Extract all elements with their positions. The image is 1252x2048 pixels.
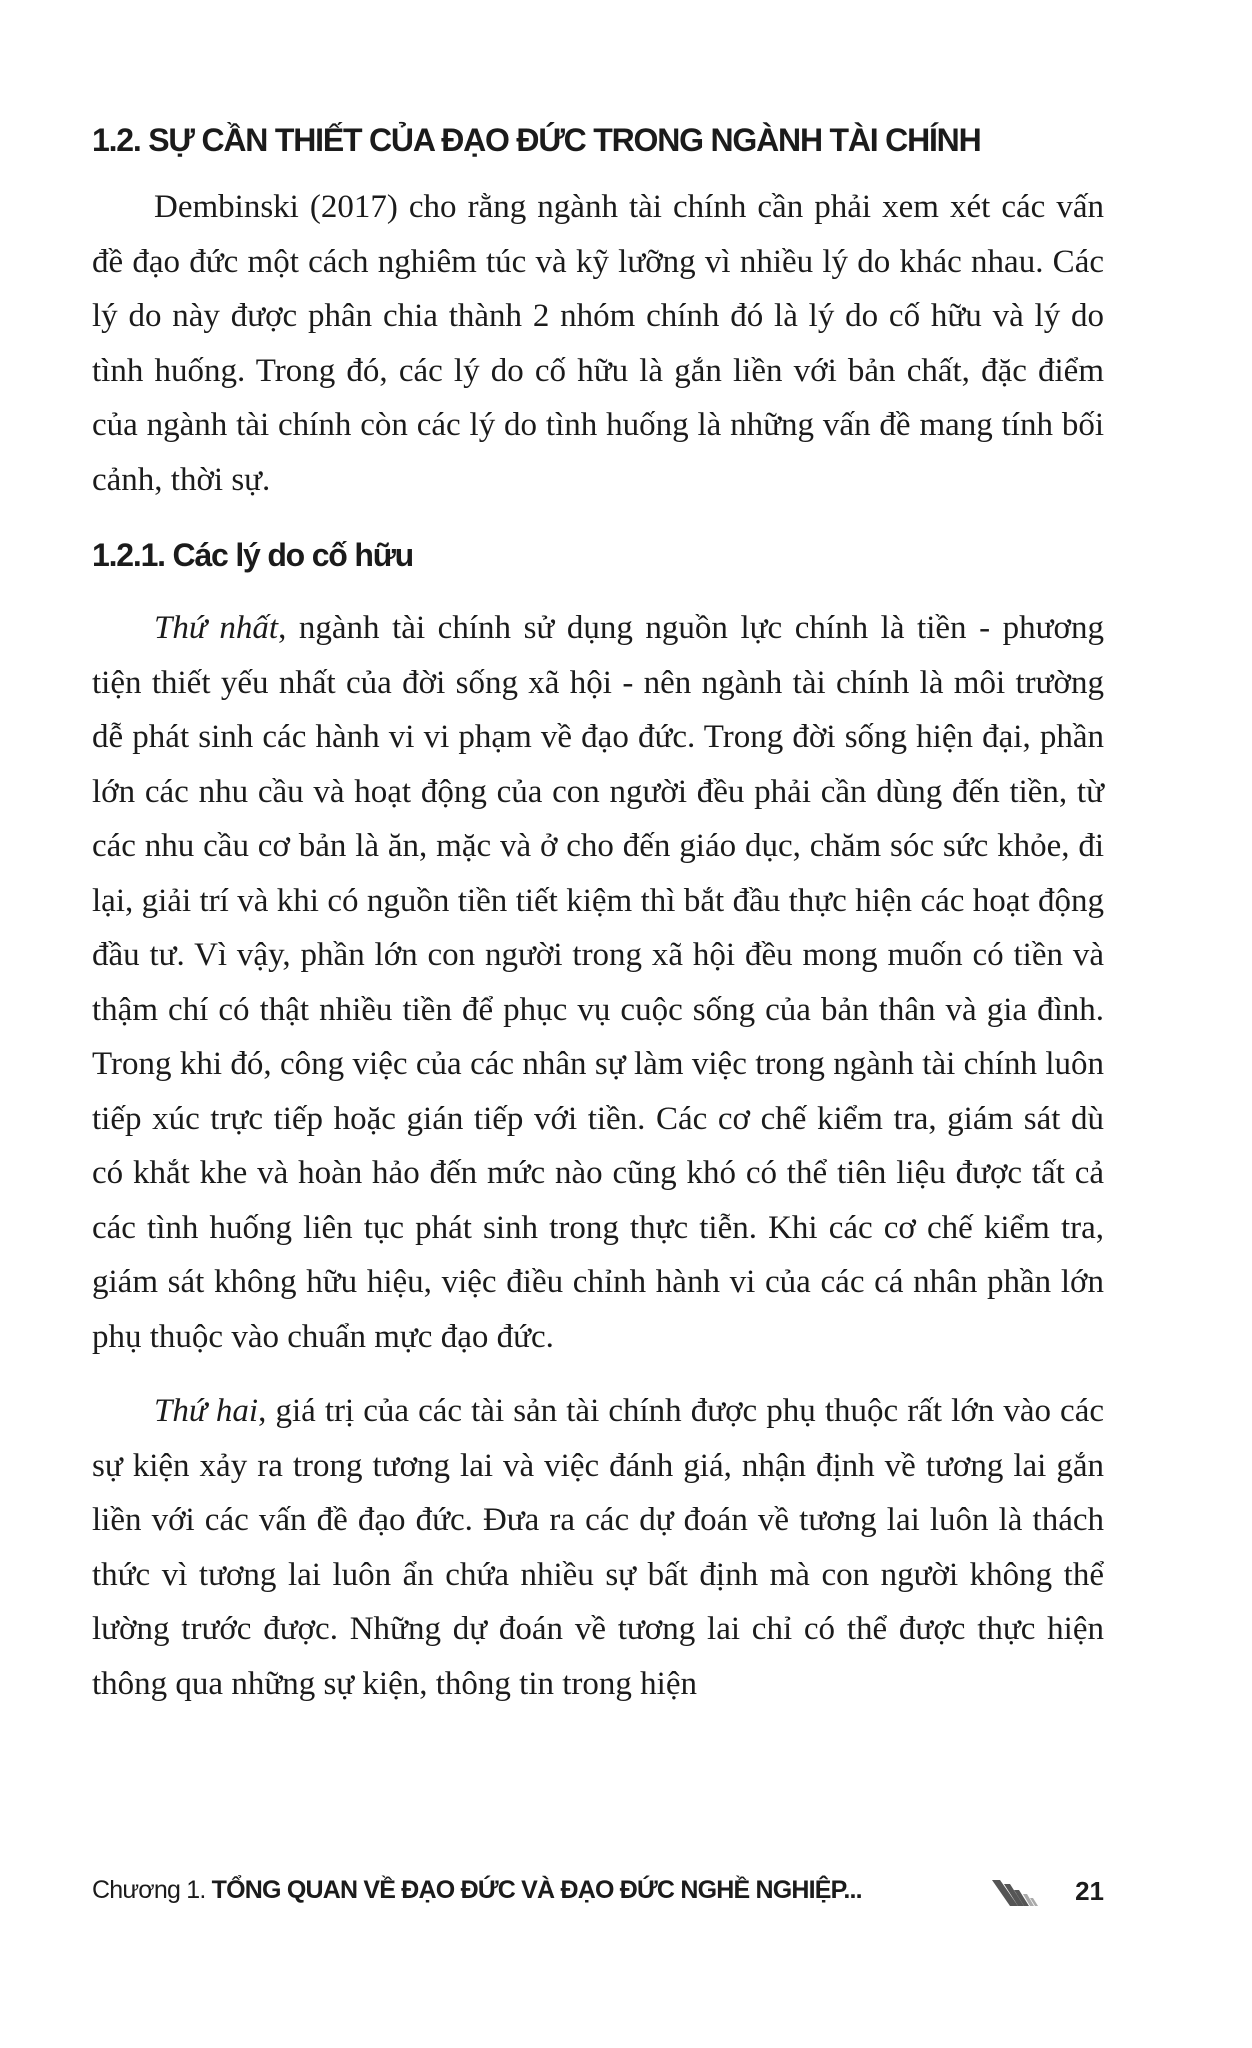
section-heading: 1.2. SỰ CẦN THIẾT CỦA ĐẠO ĐỨC TRONG NGÀNH TÀI CHÍNH [92,122,981,158]
paragraph-lead: Thứ nhất [154,610,279,646]
subsection-heading: 1.2.1. Các lý do cố hữu [92,537,414,573]
footer-chapter-title: TỔNG QUAN VỀ ĐẠO ĐỨC VÀ ĐẠO ĐỨC NGHỀ NGHIỆP... [211,1876,862,1904]
paragraph-second-reason [92,1384,1104,1711]
page-body [92,118,1104,1711]
footer-chapter [92,1876,862,1905]
paragraph-text: , ngành tài chính sử dụng nguồn lực chính là tiền - phương tiện thiết yếu nhất của đời sống xã hội - nên ngành tài chính là môi trường dễ phát sinh các hành vi vi phạm về đạo đức. Trong đời sống hiện đại, phần lớn các nhu cầu và hoạt động của con người đều phải cần dùng đến tiền, từ các nhu cầu cơ bản là ăn, mặc và ở cho đến giáo dục, chăm sóc sức khỏe, đi lại, giải trí và khi có nguồn tiền tiết kiệm thì bắt đầu thực hiện các hoạt động đầu tư. Vì vậy, phần lớn con người trong xã hội đều mong muốn có tiền và thậm chí có thật nhiều tiền để phục vụ cuộc sống của bản thân và gia đình. Trong khi đó, công việc của các nhân sự làm việc trong ngành tài chính luôn tiếp xúc trực tiếp hoặc gián tiếp với tiền. Các cơ chế kiểm tra, giám sát dù có khắt khe và hoàn hảo đến mức nào cũng khó có thể tiên liệu được tất cả các tình huống liên tục phát sinh trong thực tiễn. Khi các cơ chế kiểm tra, giám sát không hữu hiệu, việc điều chỉnh hành vi của các cá nhân phần lớn phụ thuộc vào chuẩn mực đạo đức. [92,610,1104,1355]
page-number: 21 [1075,1876,1104,1906]
paragraph-lead: Thứ hai [154,1393,259,1429]
diagonal-stripes-icon [992,1878,1056,1908]
section-intro-paragraph: Dembinski (2017) cho rằng ngành tài chính cần phải xem xét các vấn đề đạo đức một cách nghiêm túc và kỹ lưỡng vì nhiều lý do khác nhau. Các lý do này được phân chia thành 2 nhóm chính đó là lý do cố hữu và lý do tình huống. Trong đó, các lý do cố hữu là gắn liền với bản chất, đặc điểm của ngành tài chính còn các lý do tình huống là những vấn đề mang tính bối cảnh, thời sự. [92,189,1104,498]
footer-chapter-label: Chương 1. [92,1876,206,1904]
paragraph-first-reason [92,601,1104,1364]
running-footer [92,1876,1104,1916]
paragraph-text: , giá trị của các tài sản tài chính được phụ thuộc rất lớn vào các sự kiện xảy ra trong tương lai và việc đánh giá, nhận định về tương lai gắn liền với các vấn đề đạo đức. Đưa ra các dự đoán về tương lai luôn là thách thức vì tương lai luôn ẩn chứa nhiều sự bất định mà con người không thể lường trước được. Những dự đoán về tương lai chỉ có thể được thực hiện thông qua những sự kiện, thông tin trong hiện [92,1393,1104,1702]
